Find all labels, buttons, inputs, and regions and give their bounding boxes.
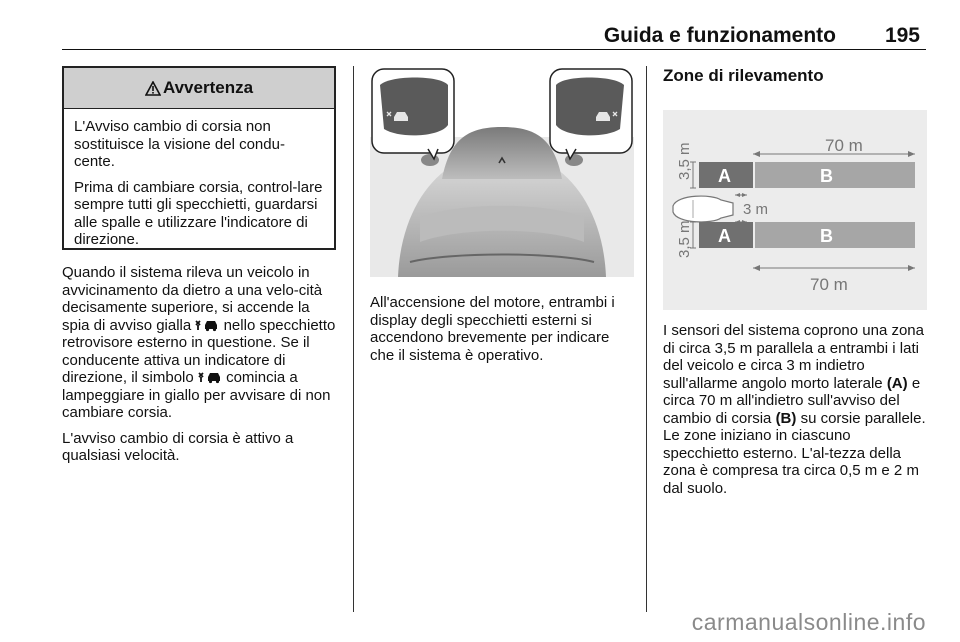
warning-text-1: L'Avviso cambio di corsia non sostituisce la visione del condu-cente. [74,118,285,170]
page-header [62,18,926,50]
column-divider-1 [353,66,354,612]
zone-b-top: B [820,166,833,186]
body-text: nello specchietto retrovisore esterno in questione. Se il conducente attiva un indicatore di direzione, il simbolo [62,316,336,386]
dist-back: 3 m [743,201,769,218]
warning-box [62,66,336,250]
body-text: e circa 70 m all'indietro sull'avviso del cambio di corsia [663,374,921,427]
column-1 [62,264,340,465]
zone-a-top: A [718,166,731,186]
zone-a-bottom: A [718,226,731,246]
dist-lateral-bottom: 3,5 m [676,220,693,258]
body-paragraph-3 [663,322,929,497]
warning-title: Avvertenza [162,78,254,97]
section-title: Guida e funzionamento [603,24,836,47]
illustration-caption: All'accensione del motore, entrambi i display degli specchietti esterni si accendono brevemente per indicare che il sistema è operativo. [370,294,615,364]
watermark: carmanualsonline.info [691,609,926,635]
dist-lateral-top: 3,5 m [676,142,693,180]
column-2 [370,294,632,364]
dist-long-top: 70 m [825,136,863,155]
section-heading: Zone di rilevamento [663,66,824,85]
dist-long-bottom: 70 m [810,275,848,294]
column-divider-2 [646,66,647,612]
warning-header [64,68,334,109]
warning-triangle-icon [145,81,161,96]
blind-spot-warning-icon [198,371,222,384]
detection-zones-diagram [663,110,927,310]
body-text: Quando il sistema rileva un veicolo in avvicinamento da dietro a una velo-cità decisamente superiore, si accende la spia di avviso gialla [62,264,323,334]
body-text: I sensori del sistema coprono una zona di circa 3,5 m parallela a entrambi i lati del veicolo e circa 3 m indietro sull'allarme angolo morto laterale [663,322,924,392]
warning-text-2: Prima di cambiare corsia, control-lare sempre tutti gli specchietti, guardarsi alle spalle e utilizzare l'indicatore di direzione. [74,178,323,248]
column-3 [663,322,929,497]
body-text: comincia a lampeggiare in giallo per avvisare di non cambiare corsia. [62,369,331,421]
body-paragraph-1 [62,264,340,422]
zone-label-b: (B) [775,409,797,427]
body-text: su corsie parallele. Le zone iniziano in ciascuno specchietto esterno. L'al-tezza della zona è compresa tra circa 0,5 m e 2 m dal suolo. [663,409,926,497]
body-paragraph-2: L'avviso cambio di corsia è attivo a qualsiasi velocità. [62,429,294,464]
blind-spot-warning-icon [195,319,219,332]
zone-b-bottom: B [820,226,833,246]
page-number: 195 [884,24,920,47]
car-mirrors-illustration [370,67,634,277]
header-rule [62,49,926,50]
zone-label-a: (A) [886,374,908,392]
